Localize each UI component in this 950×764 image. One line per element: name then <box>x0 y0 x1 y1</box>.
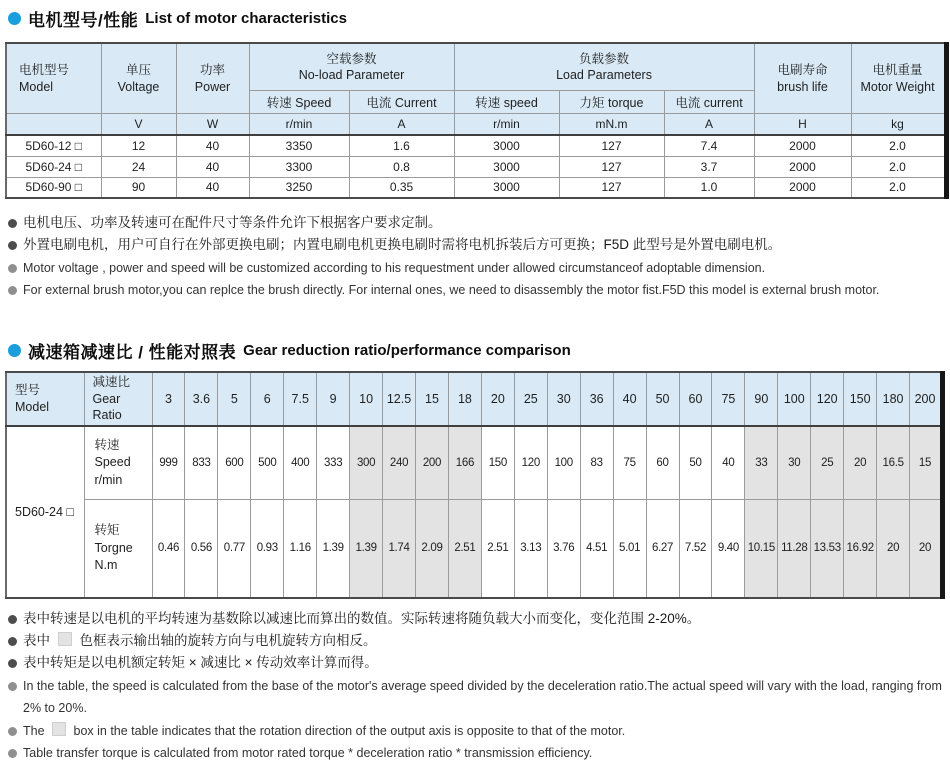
gear-row-label-unit: r/min <box>94 472 123 487</box>
note-line <box>8 630 945 652</box>
unit-cell: A <box>349 114 454 136</box>
gear-value-cell: 20 <box>844 426 877 500</box>
note-text: Table transfer torque is calculated from motor rated torque * deceleration ratio * transmission efficiency. <box>23 746 593 761</box>
motor-value-cell: 3000 <box>454 177 559 198</box>
gear-value-cell: 2.51 <box>448 500 481 598</box>
gear-value-cell: 40 <box>712 426 745 500</box>
gear-row-label-zh: 转矩 <box>94 523 120 538</box>
motor-value-cell: 3000 <box>454 135 559 156</box>
gray-box-swatch <box>52 722 66 736</box>
header-brush-zh: 电刷寿命 <box>777 63 828 78</box>
motor-table-body <box>6 135 946 198</box>
bullet-icon <box>8 727 17 736</box>
section-bullet-icon <box>8 12 21 25</box>
motor-value-cell: 3000 <box>454 156 559 177</box>
gear-ratio-header-cell: 7.5 <box>284 372 317 426</box>
gear-value-cell: 166 <box>448 426 481 500</box>
gear-value-cell: 1.16 <box>284 500 317 598</box>
motor-value-cell: 2000 <box>754 135 851 156</box>
gear-value-cell: 3.76 <box>547 500 580 598</box>
gear-row-label-zh: 转速 <box>94 437 120 452</box>
gear-ratio-header-cell: 9 <box>317 372 350 426</box>
gear-value-cell: 5.01 <box>613 500 646 598</box>
motor-value-cell: 1.6 <box>349 135 454 156</box>
gear-value-cell: 200 <box>416 426 449 500</box>
gear-ratio-header-cell: 15 <box>416 372 449 426</box>
header-noload-en: No-load Parameter <box>298 68 405 82</box>
note-text: 表中 色框表示输出轴的旋转方向与电机旋转方向相反。 <box>23 633 377 649</box>
header-load-speed: 转速 speed <box>454 91 559 114</box>
unit-cell: kg <box>851 114 946 136</box>
gear-ratio-header-cell: 18 <box>448 372 481 426</box>
section1-title-en: List of motor characteristics <box>145 10 347 27</box>
gear-header-ratio-zh: 减速比 <box>92 375 131 390</box>
motor-value-cell: 2.0 <box>851 135 946 156</box>
gear-ratio-header-cell: 36 <box>580 372 613 426</box>
motor-value-cell: 40 <box>176 135 249 156</box>
gear-value-cell: 2.51 <box>481 500 514 598</box>
header-load-en: Load Parameters <box>556 68 652 82</box>
section2-title-zh: 减速箱减速比 / 性能对照表 <box>28 342 237 362</box>
gear-value-cell: 10.15 <box>745 500 778 598</box>
gear-header-row <box>6 372 943 426</box>
gear-value-cell: 16.5 <box>877 426 910 500</box>
gear-value-cell: 9.40 <box>712 500 745 598</box>
gear-ratio-header-cell: 120 <box>811 372 844 426</box>
motor-value-cell: 2.0 <box>851 156 946 177</box>
note-text: For external brush motor,you can replce the brush directly. For internal ones, we need to disassembly the motor fist.F5D this model is external brush motor. <box>23 283 880 298</box>
bullet-icon <box>8 659 17 668</box>
gear-row-label <box>84 500 152 598</box>
gear-row-label-en: Torgne <box>94 540 133 555</box>
gear-value-cell: 11.28 <box>778 500 811 598</box>
motor-characteristics-table <box>5 42 949 199</box>
gear-header-ratio-en: Gear Ratio <box>92 391 122 422</box>
gear-ratio-header-cell: 40 <box>613 372 646 426</box>
gear-value-cell: 20 <box>910 500 943 598</box>
gear-value-cell: 2.09 <box>416 500 449 598</box>
gear-value-cell: 833 <box>185 426 218 500</box>
gear-value-cell: 240 <box>383 426 416 500</box>
motor-notes <box>8 212 945 302</box>
gear-ratio-header-cell: 10 <box>350 372 383 426</box>
gear-value-cell: 0.46 <box>152 500 185 598</box>
unit-cell: H <box>754 114 851 136</box>
unit-cell <box>6 114 101 136</box>
gear-ratio-header-cell: 200 <box>910 372 943 426</box>
header-model <box>6 43 101 114</box>
gear-value-cell: 30 <box>778 426 811 500</box>
gear-ratio-header-cell: 150 <box>844 372 877 426</box>
gear-table-row <box>6 500 943 598</box>
gear-ratio-header-cell: 3.6 <box>185 372 218 426</box>
note-text: 表中转速是以电机的平均转速为基数除以减速比而算出的数值。实际转速将随负载大小而变化，变化范围 2-20%。 <box>23 610 701 626</box>
section1-title <box>8 6 945 31</box>
datasheet-page <box>5 0 945 764</box>
motor-value-cell: 24 <box>101 156 176 177</box>
header-power-en: Power <box>194 79 231 94</box>
motor-table-row <box>6 177 946 198</box>
gear-value-cell: 333 <box>317 426 350 500</box>
gear-row-label-unit: N.m <box>94 558 118 573</box>
unit-cell: W <box>176 114 249 136</box>
gear-value-cell: 16.92 <box>844 500 877 598</box>
bullet-icon <box>8 682 17 691</box>
gear-ratio-header-cell: 75 <box>712 372 745 426</box>
motor-model-cell: 5D60-12 □ <box>6 135 101 156</box>
section2-title <box>8 338 945 363</box>
section1-title-zh: 电机型号/性能 <box>28 11 139 30</box>
gear-value-cell: 0.56 <box>185 500 218 598</box>
note-line <box>8 234 945 256</box>
note-text: Motor voltage , power and speed will be customized according to his requestment under allowed circumstanceof adoptable dimension. <box>23 260 766 275</box>
note-line <box>8 257 945 279</box>
bullet-icon <box>8 637 17 646</box>
gear-model-cell: 5D60-24 □ <box>6 426 84 598</box>
motor-model-cell: 5D60-24 □ <box>6 156 101 177</box>
header-noload-zh: 空载参数 <box>326 51 377 66</box>
header-load-current: 电流 current <box>664 91 754 114</box>
motor-value-cell: 2.0 <box>851 177 946 198</box>
motor-value-cell: 2000 <box>754 156 851 177</box>
gear-header-model <box>6 372 84 426</box>
note-line <box>8 212 945 234</box>
header-noload-group <box>249 43 454 91</box>
unit-cell: A <box>664 114 754 136</box>
gear-table-row <box>6 426 943 500</box>
gear-value-cell: 999 <box>152 426 185 500</box>
bullet-icon <box>8 286 17 295</box>
gray-box-swatch <box>58 632 72 646</box>
gear-value-cell: 500 <box>251 426 284 500</box>
note-line <box>8 675 945 720</box>
gear-value-cell: 6.27 <box>646 500 679 598</box>
gear-ratio-header-cell: 60 <box>679 372 712 426</box>
bullet-icon <box>8 241 17 250</box>
gear-ratio-header-cell: 5 <box>218 372 251 426</box>
gear-ratio-header-cell: 6 <box>251 372 284 426</box>
note-line <box>8 742 945 764</box>
gear-value-cell: 300 <box>350 426 383 500</box>
note-line <box>8 608 945 630</box>
motor-model-cell: 5D60-90 □ <box>6 177 101 198</box>
note-line <box>8 279 945 301</box>
header-load-torque: 力矩 torque <box>559 91 664 114</box>
motor-value-cell: 12 <box>101 135 176 156</box>
gear-ratio-header-cell: 50 <box>646 372 679 426</box>
header-noload-speed: 转速 Speed <box>249 91 349 114</box>
gear-row-label <box>84 426 152 500</box>
gear-value-cell: 0.77 <box>218 500 251 598</box>
header-voltage-en: Voltage <box>117 79 160 94</box>
gear-value-cell: 0.93 <box>251 500 284 598</box>
gear-row-label-en: Speed <box>94 455 131 470</box>
gear-value-cell: 120 <box>514 426 547 500</box>
header-voltage-zh: 单压 <box>125 63 151 78</box>
header-weight <box>851 43 946 114</box>
header-load-group <box>454 43 754 91</box>
gear-header-ratio <box>84 372 152 426</box>
gear-ratio-header-cell: 12.5 <box>383 372 416 426</box>
header-weight-zh: 电机重量 <box>872 63 923 78</box>
motor-value-cell: 3250 <box>249 177 349 198</box>
motor-value-cell: 3350 <box>249 135 349 156</box>
gear-value-cell: 13.53 <box>811 500 844 598</box>
note-text: 电机电压、功率及转速可在配件尺寸等条件允许下根据客户要求定制。 <box>23 215 442 230</box>
gear-ratio-header-cell: 180 <box>877 372 910 426</box>
bullet-icon <box>8 749 17 758</box>
gear-ratio-header-cell: 25 <box>514 372 547 426</box>
motor-value-cell: 0.35 <box>349 177 454 198</box>
motor-value-cell: 127 <box>559 156 664 177</box>
gear-value-cell: 1.74 <box>383 500 416 598</box>
unit-cell: mN.m <box>559 114 664 136</box>
gear-value-cell: 150 <box>481 426 514 500</box>
gear-ratio-table <box>5 371 945 599</box>
gear-value-cell: 60 <box>646 426 679 500</box>
gear-value-cell: 33 <box>745 426 778 500</box>
gear-ratio-header-cell: 100 <box>778 372 811 426</box>
bullet-icon <box>8 264 17 273</box>
gear-ratio-header-cell: 90 <box>745 372 778 426</box>
gear-value-cell: 7.52 <box>679 500 712 598</box>
unit-cell: r/min <box>249 114 349 136</box>
header-power <box>176 43 249 114</box>
header-weight-en: Motor Weight <box>860 79 935 94</box>
motor-table-row <box>6 135 946 156</box>
gear-header-model-zh: 型号 <box>15 383 41 398</box>
gear-value-cell: 4.51 <box>580 500 613 598</box>
gear-value-cell: 25 <box>811 426 844 500</box>
gear-value-cell: 400 <box>284 426 317 500</box>
motor-value-cell: 1.0 <box>664 177 754 198</box>
note-line <box>8 652 945 674</box>
motor-value-cell: 40 <box>176 156 249 177</box>
gear-value-cell: 83 <box>580 426 613 500</box>
header-model-zh: 电机型号 <box>19 63 70 78</box>
header-brush-life <box>754 43 851 114</box>
gear-value-cell: 15 <box>910 426 943 500</box>
gear-value-cell: 20 <box>877 500 910 598</box>
header-model-en: Model <box>19 79 54 94</box>
gear-value-cell: 3.13 <box>514 500 547 598</box>
motor-value-cell: 127 <box>559 177 664 198</box>
gear-ratio-header-cell: 3 <box>152 372 185 426</box>
section-bullet-icon <box>8 344 21 357</box>
gear-table-body <box>6 426 943 598</box>
motor-value-cell: 90 <box>101 177 176 198</box>
gear-value-cell: 75 <box>613 426 646 500</box>
section2-title-en: Gear reduction ratio/performance comparison <box>243 341 571 359</box>
note-text: In the table, the speed is calculated from the base of the motor's average speed divided by the deceleration ratio.The actual speed will vary with the load, ranging from 2% to 20%. <box>23 678 942 716</box>
gear-notes <box>8 608 945 764</box>
motor-value-cell: 3300 <box>249 156 349 177</box>
gear-value-cell: 100 <box>547 426 580 500</box>
note-text: 表中转矩是以电机额定转矩 × 减速比 × 传动效率计算而得。 <box>23 655 378 671</box>
header-voltage <box>101 43 176 114</box>
motor-value-cell: 3.7 <box>664 156 754 177</box>
motor-value-cell: 127 <box>559 135 664 156</box>
motor-value-cell: 7.4 <box>664 135 754 156</box>
header-brush-en: brush life <box>777 79 828 94</box>
motor-table-row <box>6 156 946 177</box>
header-noload-current: 电流 Current <box>349 91 454 114</box>
gear-value-cell: 1.39 <box>317 500 350 598</box>
bullet-icon <box>8 615 17 624</box>
gear-value-cell: 1.39 <box>350 500 383 598</box>
unit-cell: V <box>101 114 176 136</box>
gear-value-cell: 600 <box>218 426 251 500</box>
header-load-zh: 负载参数 <box>579 51 630 66</box>
gear-ratio-header-cell: 20 <box>481 372 514 426</box>
note-line <box>8 720 945 742</box>
header-power-zh: 功率 <box>199 63 225 78</box>
motor-value-cell: 2000 <box>754 177 851 198</box>
note-text: 外置电刷电机，用户可自行在外部更换电刷；内置电刷电机更换电刷时需将电机拆装后方可更换；F5D 此型号是外置电刷电机。 <box>23 237 782 253</box>
note-text: The box in the table indicates that the rotation direction of the output axis is opposite to that of the motor. <box>23 723 626 738</box>
bullet-icon <box>8 219 17 228</box>
unit-cell: r/min <box>454 114 559 136</box>
motor-value-cell: 40 <box>176 177 249 198</box>
motor-value-cell: 0.8 <box>349 156 454 177</box>
gear-ratio-header-cell: 30 <box>547 372 580 426</box>
gear-header-model-en: Model <box>15 399 50 414</box>
gear-value-cell: 50 <box>679 426 712 500</box>
